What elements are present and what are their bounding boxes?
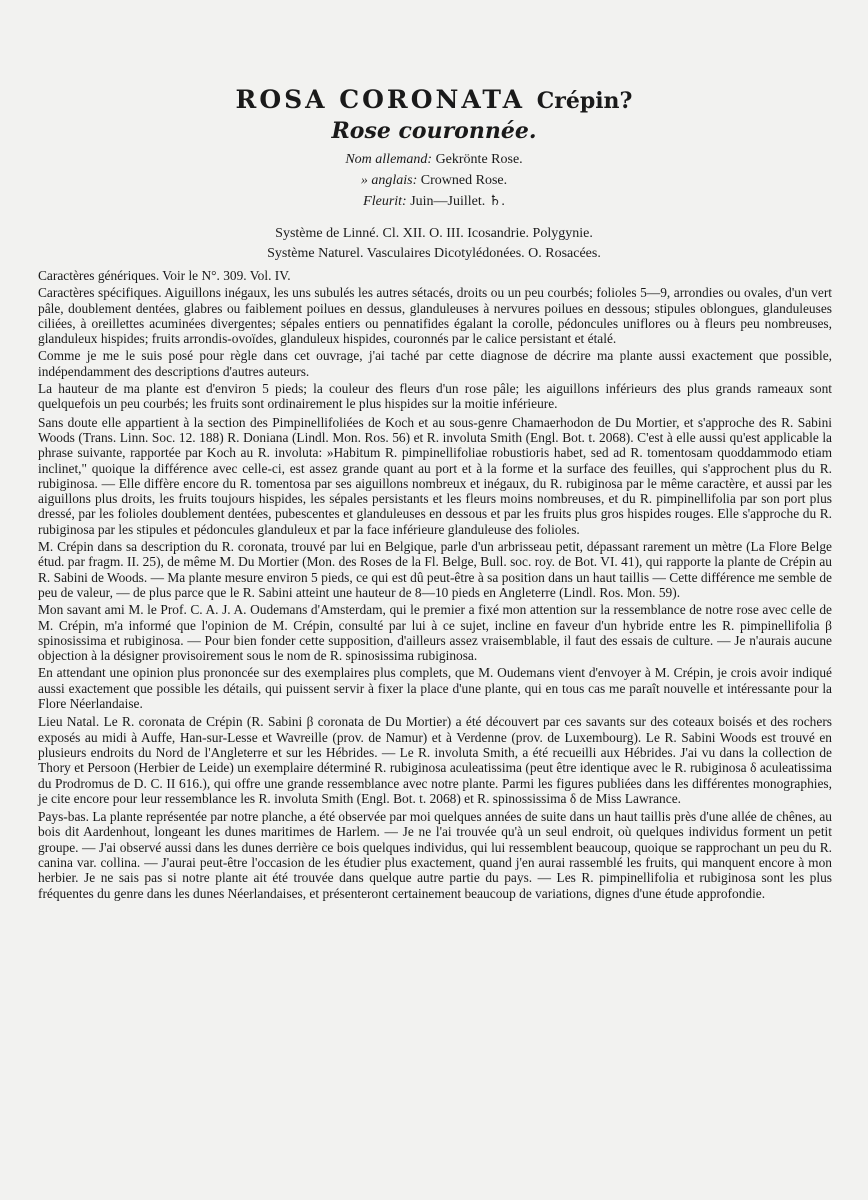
name-row-flowering	[0, 191, 868, 212]
name-row-german	[0, 149, 868, 170]
name-value: Gekrönte Rose.	[435, 152, 523, 167]
name-label: Fleurit:	[363, 194, 407, 209]
species-title-line	[0, 84, 868, 117]
paragraph-opinion: En attendant une opinion plus prononcée sur des exemplaires plus complets, que M. Oudemans vient d'envoyer à M. Crépin, je crois avoir indiqué aussi exactement que possible les détails, qui puissent servir à fixer la place d'une plante, qui en tous cas me paraît nouvelle et intéressante pour la Flore Néerlandaise.	[38, 665, 832, 712]
paragraph-specific-characters: Caractères spécifiques. Aiguillons inégaux, les uns subulés les autres sétacés, droits ou un peu courbés; folioles 5—9, arrondies ou ovales, d'un vert pâle, doublement dentées, glabres ou faiblement poilues en dessus, glanduleuses à nervures poilues en dessous; stipules oblongues, glanduleuses ciliées, à oreillettes acuminées divergentes; sépales entiers ou pennatifides égalant la corolle, pédoncules uniflores ou à fleurs peu nombreuses, glanduleux hispides; fruits arrondis-ovoïdes, glanduleux hispides, couronnés par le calice persistant et étalé.	[38, 285, 832, 347]
paragraph-habitat: Lieu Natal. Le R. coronata de Crépin (R. Sabini β coronata de Du Mortier) a été découvert par ces savants sur des coteaux boisés et des rochers exposés au midi à Auffe, Han-sur-Lesse et Wavreille (prov. de Namur) et à Verdenne (prov. de Luxembourg). Le R. Sabini Woods est trouvé en plusieurs endroits du Nord de l'Angleterre et sur les Hébrides. — Le R. involuta Smith, a été recueilli aux Hébrides. J'ai vu dans la collection de Thory et Persoon (Herbier de Leide) un exemplaire déterminé R. rubiginosa aculeatissima (peut être identique avec le R. rubiginosa δ aculeatissima du Prodromus de D. C. II 616.), qui offre une grande ressemblance avec notre plante. Parmi les figures publiées dans les différentes monographies, je cite encore pour leur ressemblance les R. involuta Smith (Engl. Bot. t. 2068) et R. spinossissima δ de Miss Lawrance.	[38, 714, 832, 806]
name-label: Nom allemand:	[345, 152, 433, 167]
natural-system: Système Naturel. Vasculaires Dicotylédonées. O. Rosacées.	[267, 246, 601, 261]
page-header	[0, 84, 868, 212]
paragraph-generic-characters: Caractères génériques. Voir le N°. 309. Vol. IV.	[38, 268, 291, 283]
paragraph-netherlands: Pays-bas. La plante représentée par notre planche, a été observée par moi quelques années de suite dans un haut taillis près d'une allée de chênes, au bois dit Aardenhout, longeant les dunes maritimes de Harlem. — Je ne l'ai trouvée qu'à un seul endroit, où quelques individus forment un petit groupe. — J'ai observé aussi dans les dunes derrière ce bois quelques individus, qui lui ressemblent beaucoup, quoique se rapprochant un peu du R. canina var. collina. — J'aurai peut-être l'occasion de les étudier plus exactement, quand j'en aurai rassemblé les fruits, qui manquent encore à mon herbier. Je ne sais pas si notre plante ait été trouvée dans quelque autre partie du pays. — Les R. pimpinellifolia et rubiginosa sont les plus fréquentes du genre dans les dunes Néerlandaises, et présenteront certainement beaucoup de variations, dignes d'une étude approfondie.	[38, 809, 832, 901]
classification-systems	[0, 224, 868, 264]
paragraph-height: La hauteur de ma plante est d'environ 5 pieds; la couleur des fleurs d'un rose pâle; les aiguillons inférieurs des plus grands rameaux sont quelquefois un peu courbés; les fruits sont ordinairement le plus hispides sur la moitie inférieure.	[38, 381, 832, 412]
species-title: ROSA CORONATA	[235, 85, 525, 114]
body-text	[38, 268, 832, 903]
common-name: Rose couronnée.	[331, 118, 537, 144]
name-row-english	[0, 170, 868, 191]
paragraph-section: Sans doute elle appartient à la section des Pimpinellifoliées de Koch et au sous-genre Chamaerhodon de Du Mortier, et s'approche des R. Sabini Woods (Trans. Linn. Soc. 12. 188) R. Doniana (Lindl. Mon. Ros. 56) et R. involuta Smith (Engl. Bot. t. 2068). C'est à elle aussi qu'est applicable la phrase suivante, rapportée par Koch au R. involuta: »Habitum R. pimpinellifoliae robustioris habet, sed ad R. tomentosam quoddammodo etiam inclinet," quoique la différence avec celle-ci, est assez grande quant au port et à la forme et la surface des feuilles, qui s'approchent plus du R. rubiginosa. — Elle diffère encore du R. tomentosa par ses aiguillons nombreux et inégaux, du R. rubiginosa par le même caractère, et aussi par les aiguillons plus droits, les fruits toujours hispides, les sépales persistants et les fleurs moins nombreuses, et du R. pimpinellifolia par son port plus dressé, par les folioles doublement dentées, pubescentes et glanduleuses en dessous et par les fruits plus gros hispides rouges. Elle s'approche du R. rubiginosa par les stipules et pédoncules glanduleux et par la face inférieure glanduleuse des folioles.	[38, 414, 832, 537]
paragraph-crepin: M. Crépin dans sa description du R. coronata, trouvé par lui en Belgique, parle d'un arbrisseau petit, dépassant rarement un mètre (La Flore Belge étud. par fragm. II. 25), de même M. Du Mortier (Mon. des Roses de la Fl. Belge, Bull. soc. roy. de Bot. VI. 41), qui rapporte la plante de Crépin au R. Sabini de Woods. — Ma plante mesure environ 5 pieds, ce qui est dû peut-être à sa position dans un haut taillis — Cette différence me semble de peu de valeur, — de plus parce que le R. Sabini atteint une hauteur de 8—10 pieds en Angleterre (Lindl. Ros. Mon. 59).	[38, 539, 832, 600]
paragraph-diagnosis-note: Comme je me le suis posé pour règle dans cet ouvrage, j'ai taché par cette diagnose de décrire ma plante aussi exactement que possible, indépendamment des descriptions d'autres auteurs.	[38, 348, 832, 379]
name-label: » anglais:	[360, 173, 418, 188]
vernacular-names	[0, 149, 868, 212]
name-value: Juin—Juillet. ♄.	[410, 194, 505, 209]
paragraph-oudemans: Mon savant ami M. le Prof. C. A. J. A. Oudemans d'Amsterdam, qui le premier a fixé mon attention sur la ressemblance de notre rose avec celle de M. Crépin, m'a informé que l'opinion de M. Crépin, consulté par lui à ce sujet, incline en faveur d'un hybride entre les R. pimpinellifolia β spinosissima et rubiginosa. — Pour bien fonder cette supposition, d'ailleurs assez vraisemblable, il faut des essais de culture. — Je n'aurais aucune objection à la désigner provisoirement sous le nom de R. spinosissima rubiginosa.	[38, 602, 832, 664]
linnaean-system: Système de Linné. Cl. XII. O. III. Icosandrie. Polygynie.	[275, 226, 593, 241]
species-author: Crépin?	[536, 88, 633, 114]
name-value: Crowned Rose.	[420, 173, 508, 188]
